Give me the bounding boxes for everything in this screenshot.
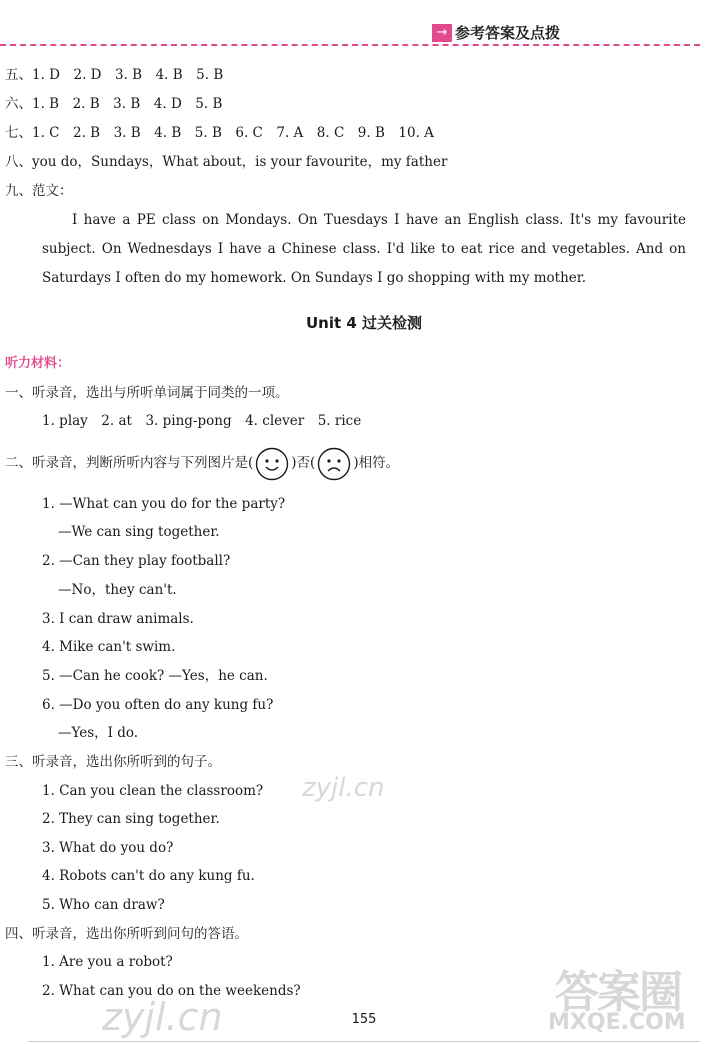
watermark-bottom: zyjl.cn (102, 995, 223, 1039)
part3-line: 4. Robots can't do any kung fu. (42, 868, 255, 884)
part2-line: 2. —Can they play football? (42, 553, 231, 569)
part2-line: 1. —What can you do for the party? (42, 496, 286, 512)
essay-line-1: I have a PE class on Mondays. On Tuesdays I have an English class. It's my favourite (72, 212, 686, 228)
watermark-mid: zyjl.cn (302, 773, 385, 803)
part2-line: —Yes，I do. (58, 725, 139, 741)
part4-title: 四、听录音，选出你所听到问句的答语。 (5, 926, 248, 942)
part2-title-b: )否( (291, 455, 316, 471)
page-number: 155 (351, 1012, 377, 1027)
part1-items: 1. play 2. at 3. ping-pong 4. clever 5. rice (42, 413, 362, 429)
smiley-face-icon (255, 447, 289, 481)
part3-line: 5. Who can draw? (42, 897, 165, 913)
answer-line-seven: 七、1. C 2. B 3. B 4. B 5. B 6. C 7. A 8. C 9. B 10. A (5, 125, 434, 141)
header-divider (0, 44, 700, 46)
bottom-divider (28, 1041, 700, 1042)
part3-line: 1. Can you clean the classroom? (42, 783, 264, 799)
part4-line: 1. Are you a robot? (42, 954, 173, 970)
part2-line: 6. —Do you often do any kung fu? (42, 697, 274, 713)
part1-title: 一、听录音，选出与所听单词属于同类的一项。 (5, 385, 289, 401)
page-header (432, 22, 560, 43)
listening-label: 听力材料： (5, 356, 71, 371)
answer-line-nine: 九、范文： (5, 183, 73, 199)
header-title: 参考答案及点拨 (454, 24, 560, 42)
watermark-url: MXQE.COM (548, 1010, 686, 1035)
part2-line: —No，they can't. (58, 582, 177, 598)
unit-title: Unit 4 过关检测 (305, 314, 423, 332)
essay-line-3: Saturdays I often do my homework. On Sundays I go shopping with my mother. (42, 270, 587, 286)
answer-line-six: 六、1. B 2. B 3. B 4. D 5. B (5, 96, 223, 112)
part2-line: 4. Mike can't swim. (42, 639, 176, 655)
answer-line-eight: 八、you do，Sundays，What about，is your favourite，my father (5, 154, 448, 170)
part2-line: —We can sing together. (58, 524, 220, 540)
part2-title (5, 446, 399, 481)
essay-line-2: subject. On Wednesdays I have a Chinese class. I'd like to eat rice and vegetables. And on (42, 241, 686, 257)
answer-line-five: 五、1. D 2. D 3. B 4. B 5. B (5, 67, 224, 83)
watermark-logo: 答案圈 (555, 967, 681, 1018)
part2-line: 5. —Can he cook? —Yes，he can. (42, 668, 268, 684)
part3-title: 三、听录音，选出你所听到的句子。 (5, 754, 221, 770)
part4-line: 2. What can you do on the weekends? (42, 983, 301, 999)
right-arrow-icon: → (432, 24, 452, 42)
part2-title-c: )相符。 (353, 455, 400, 471)
sad-face-icon (317, 447, 351, 481)
part3-line: 3. What do you do? (42, 840, 174, 856)
part3-line: 2. They can sing together. (42, 811, 220, 827)
part2-line: 3. I can draw animals. (42, 611, 194, 627)
part2-title-a: 二、听录音，判断所听内容与下列图片是( (5, 455, 254, 471)
